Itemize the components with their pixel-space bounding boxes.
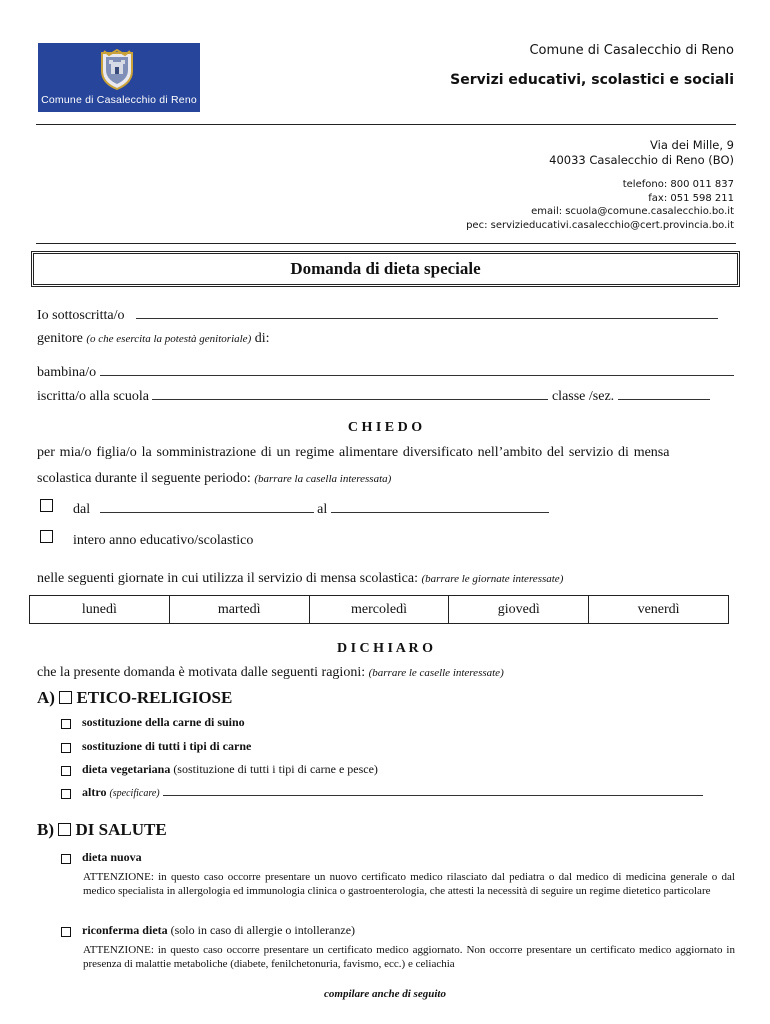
section-a-title: ETICO-RELIGIOSE	[76, 688, 233, 707]
a-opt2-checkbox[interactable]	[61, 740, 71, 758]
days-row-text	[37, 571, 563, 587]
section-a-heading	[37, 688, 232, 708]
org-name: Comune di Casalecchio di Reno	[529, 43, 734, 58]
from-date-field[interactable]	[100, 500, 314, 513]
parent-row	[37, 331, 270, 347]
days-text: nelle seguenti giornate in cui utilizza il servizio di mensa scolastica:	[37, 571, 418, 586]
a-opt4-note: (specificare)	[109, 788, 160, 799]
whole-year-label: intero anno educativo/scolastico	[73, 533, 254, 548]
to-label: al	[317, 502, 328, 517]
undersigned-field[interactable]	[136, 306, 718, 319]
request-heading: C H I E D O	[347, 420, 423, 435]
email: email: scuola@comune.casalecchio.bo.it	[531, 206, 734, 217]
request-text-1: per mia/o figlia/o la somministrazione di un regime alimentare diversificato nell’ambito del servizio di mensa	[37, 445, 670, 460]
address-line-1: Via dei Mille, 9	[650, 138, 734, 152]
b-opt2-row	[82, 923, 355, 938]
a-opt3-row	[82, 762, 378, 777]
undersigned-label: Io sottoscritta/o	[37, 308, 125, 323]
b-opt2-note: (solo in caso di allergie o intolleranze)	[170, 923, 356, 937]
undersigned-row	[37, 306, 718, 324]
day-tuesday[interactable]: martedì	[169, 596, 309, 623]
section-b-checkbox[interactable]	[58, 823, 71, 836]
whole-year-checkbox[interactable]	[40, 530, 53, 548]
coat-of-arms-icon	[96, 49, 138, 91]
b-opt2-checkbox[interactable]	[61, 924, 71, 942]
a-opt3-note: (sostituzione di tutti i tipi di carne e pesce)	[173, 762, 378, 776]
parent-of: di:	[254, 331, 270, 346]
child-row	[37, 363, 734, 381]
day-friday[interactable]: venerdì	[588, 596, 728, 623]
a-opt1-label: sostituzione della carne di suino	[82, 715, 245, 729]
header-divider	[36, 124, 736, 125]
period-dates-row	[73, 500, 549, 518]
request-note: (barrare la casella interessata)	[254, 473, 392, 485]
reason-row	[37, 665, 504, 681]
pec: pec: servizieducativi.casalecchio@cert.provincia.bo.it	[466, 220, 734, 231]
b-opt1-label: dieta nuova	[82, 850, 142, 864]
a-opt3-checkbox[interactable]	[61, 763, 71, 781]
school-row	[37, 387, 710, 405]
class-label: classe /sez.	[551, 389, 615, 404]
parent-note: (o che esercita la potestà genitoriale)	[86, 333, 252, 345]
child-field[interactable]	[100, 363, 734, 376]
section-b-title: DI SALUTE	[75, 820, 167, 839]
a-opt4-checkbox[interactable]	[61, 786, 71, 804]
reason-text: che la presente domanda è motivata dalle seguenti ragioni:	[37, 665, 366, 680]
day-monday[interactable]: lunedì	[81, 602, 117, 617]
b-opt2-attention: ATTENZIONE: in questo caso occorre presentare un certificato medico aggiornato. Non occorre presentare un certificato medico aggiornato in presenza di malattie metaboliche (diabete, fenilchetonuria, favismo, ecc.) e celiachia	[83, 944, 735, 970]
reason-note: (barrare le caselle interessate)	[368, 667, 504, 679]
declare-heading: D I C H I A R O	[336, 641, 434, 656]
logo-text: Comune di Casalecchio di Reno	[41, 94, 197, 106]
days-note: (barrare le giornate interessate)	[421, 573, 564, 585]
parent-label: genitore	[37, 331, 83, 346]
to-date-field[interactable]	[331, 500, 549, 513]
class-field[interactable]	[618, 387, 710, 400]
a-opt3-label: dieta vegetariana	[82, 762, 171, 776]
school-label: iscritta/o alla scuola	[37, 389, 149, 404]
form-title-box	[31, 251, 740, 287]
section-a-checkbox[interactable]	[59, 691, 72, 704]
contact-divider	[36, 243, 736, 244]
b-opt2-label: riconferma dieta	[82, 923, 168, 937]
section-b-heading	[37, 820, 167, 840]
request-text-2: scolastica durante il seguente periodo:	[37, 471, 251, 486]
municipality-logo	[38, 43, 200, 112]
child-label: bambina/o	[37, 365, 97, 380]
footer-note: compilare anche di seguito	[324, 988, 446, 1000]
fax: fax: 051 598 211	[648, 193, 734, 204]
b-opt1-attention: ATTENZIONE: in questo caso occorre presentare un nuovo certificato medico rilasciato dal pediatra o dal medico di medicina generale o dal medico specialista in allergologia ed immunologia clinica o gastroenterologia, che attesti la necessità di seguire un regime dietetico particolare	[83, 871, 735, 897]
a-opt4-field[interactable]	[163, 786, 703, 796]
b-opt1-checkbox[interactable]	[61, 851, 71, 869]
from-label: dal	[73, 502, 91, 517]
day-wednesday[interactable]: mercoledì	[309, 596, 449, 623]
section-a-letter: A)	[37, 688, 55, 707]
section-b-letter: B)	[37, 820, 54, 839]
a-opt4-row	[82, 785, 703, 800]
days-table	[29, 595, 729, 624]
period-dates-checkbox[interactable]	[40, 499, 53, 517]
a-opt4-label: altro	[82, 785, 107, 799]
day-thursday[interactable]: giovedì	[448, 596, 588, 623]
department-name: Servizi educativi, scolastici e sociali	[450, 72, 734, 88]
school-field[interactable]	[152, 387, 548, 400]
a-opt1-checkbox[interactable]	[61, 716, 71, 734]
address-line-2: 40033 Casalecchio di Reno (BO)	[549, 153, 734, 167]
request-text-2-row	[37, 471, 391, 487]
phone: telefono: 800 011 837	[622, 179, 734, 190]
a-opt2-label: sostituzione di tutti i tipi di carne	[82, 739, 252, 753]
form-title: Domanda di dieta speciale	[290, 259, 481, 278]
